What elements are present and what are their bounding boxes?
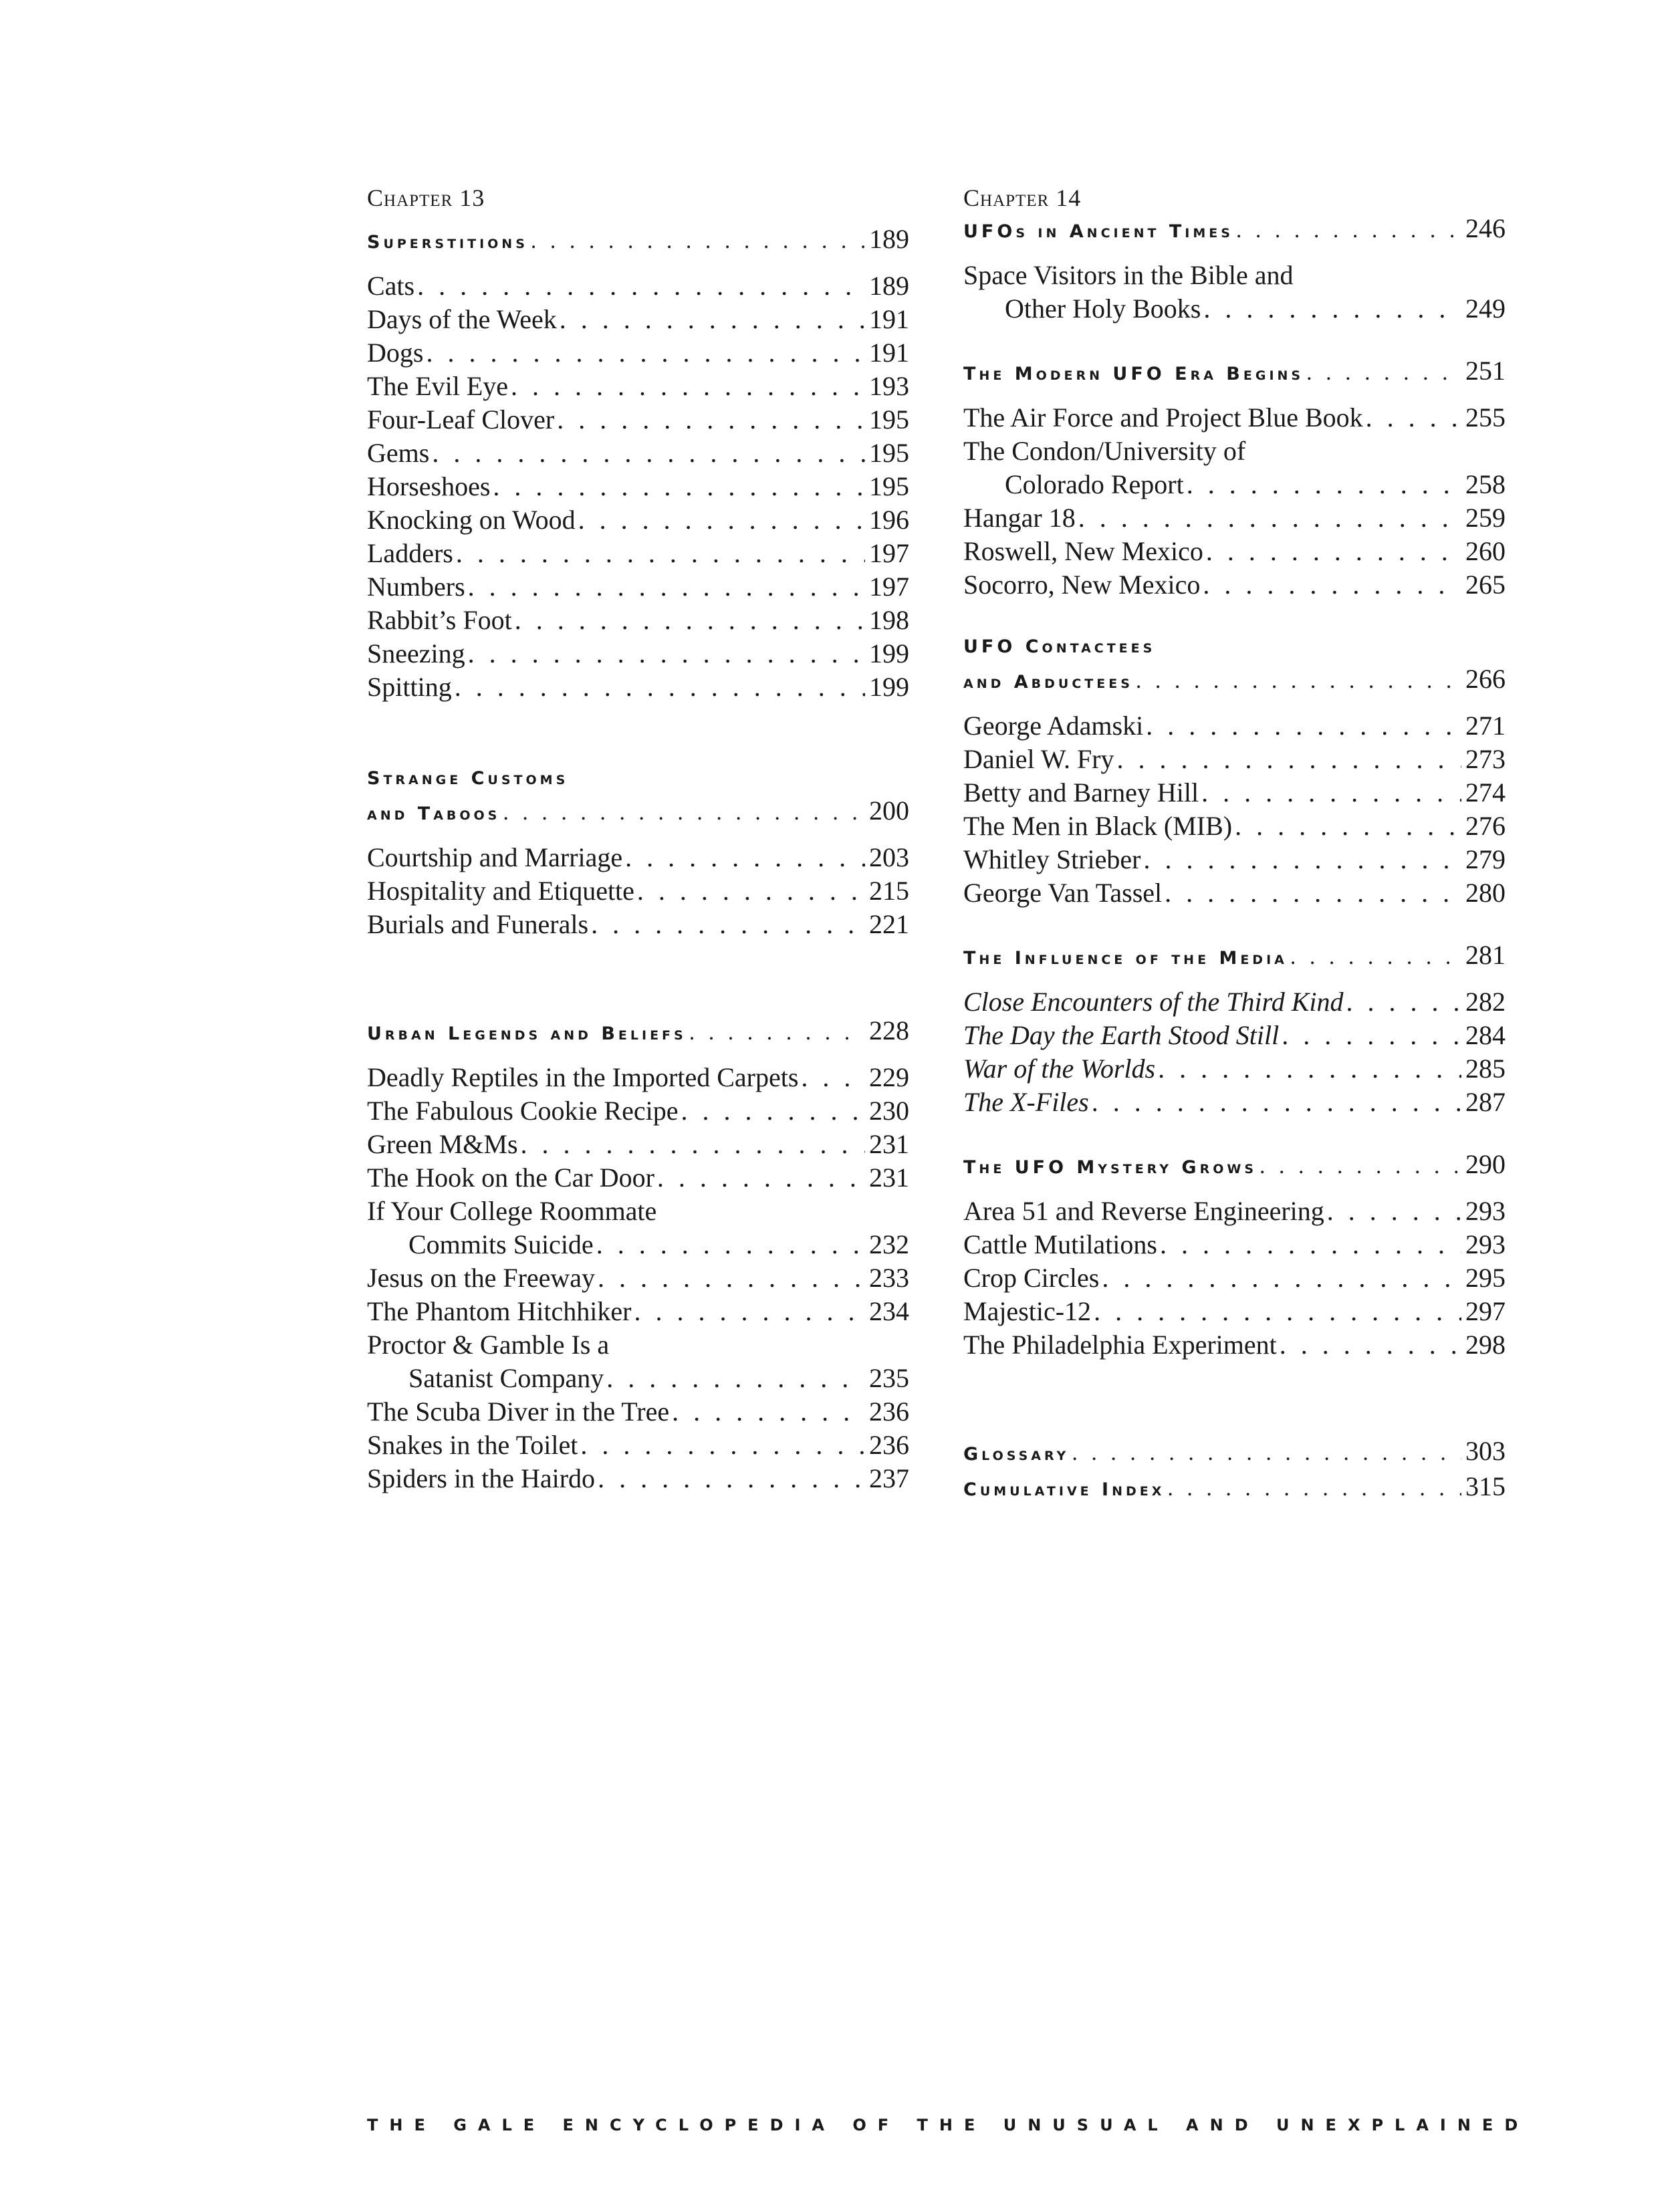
entry-title: Deadly Reptiles in the Imported Carpets bbox=[367, 1062, 799, 1092]
dot-leader bbox=[1102, 1261, 1461, 1295]
page-number: 284 bbox=[1465, 1020, 1506, 1050]
dot-leader bbox=[672, 1395, 865, 1429]
entry-title: Snakes in the Toilet bbox=[367, 1430, 578, 1460]
entry-title: The Men in Black (MIB) bbox=[963, 811, 1233, 841]
entry-title: Socorro, New Mexico bbox=[963, 570, 1201, 600]
toc-entry[interactable] bbox=[963, 1086, 1506, 1119]
entry-title: The X-Files bbox=[963, 1087, 1089, 1117]
dot-leader bbox=[468, 570, 865, 604]
page-number: 195 bbox=[869, 404, 909, 435]
entry-title: Colorado Report bbox=[1005, 469, 1184, 499]
dot-leader bbox=[1117, 743, 1461, 776]
dot-leader bbox=[1143, 843, 1461, 876]
page-number: 236 bbox=[869, 1430, 909, 1460]
entry-title: Roswell, New Mexico bbox=[963, 536, 1203, 566]
section-urban-legends[interactable] bbox=[367, 1015, 909, 1050]
toc-entry[interactable] bbox=[963, 985, 1506, 1019]
page-number: 231 bbox=[869, 1129, 909, 1159]
page-number: 198 bbox=[869, 605, 909, 635]
toc-entry[interactable] bbox=[963, 1228, 1506, 1261]
toc-entry[interactable] bbox=[963, 401, 1506, 435]
entry-title: Sneezing bbox=[367, 638, 465, 668]
toc-entry[interactable] bbox=[367, 1462, 909, 1495]
entry-title: Crop Circles bbox=[963, 1263, 1100, 1293]
dot-leader bbox=[1306, 357, 1461, 389]
dot-leader bbox=[560, 303, 865, 336]
page-number: 233 bbox=[869, 1263, 909, 1293]
toc-column-right bbox=[963, 179, 1506, 1506]
page-number: 274 bbox=[1465, 777, 1506, 808]
entry-title: The UFO Mystery Grows bbox=[963, 1157, 1257, 1178]
page-number: 287 bbox=[1465, 1087, 1506, 1117]
entry-title: Betty and Barney Hill bbox=[963, 777, 1199, 808]
entry-title: Spitting bbox=[367, 672, 452, 702]
entry-title: Daniel W. Fry bbox=[963, 744, 1114, 774]
entry-title: Courtship and Marriage bbox=[367, 842, 623, 872]
entry-title: Glossary bbox=[963, 1444, 1070, 1465]
dot-leader bbox=[531, 225, 865, 257]
dot-leader bbox=[1203, 568, 1461, 602]
dot-leader bbox=[1136, 665, 1461, 697]
page-number: 228 bbox=[869, 1015, 909, 1046]
entry-title: and Abductees bbox=[963, 672, 1133, 693]
toc-entry[interactable] bbox=[367, 570, 909, 604]
toc-entry[interactable] bbox=[367, 1128, 909, 1161]
chapter-13-label: Chapter 13 bbox=[367, 185, 485, 211]
entry-title: Whitley Strieber bbox=[963, 844, 1141, 874]
page-number: 298 bbox=[1465, 1330, 1506, 1360]
entry-title: Majestic-12 bbox=[963, 1296, 1092, 1326]
section-superstitions[interactable] bbox=[367, 223, 909, 259]
entry-title: The Day the Earth Stood Still bbox=[963, 1020, 1280, 1050]
dot-leader bbox=[591, 908, 865, 941]
dot-leader bbox=[521, 1128, 865, 1161]
entry-title: Close Encounters of the Third Kind bbox=[963, 987, 1344, 1017]
page-number: 234 bbox=[869, 1296, 909, 1326]
toc-entry[interactable] bbox=[367, 437, 909, 470]
page-number: 232 bbox=[869, 1229, 909, 1259]
page-number: 221 bbox=[869, 909, 909, 939]
page-number: 255 bbox=[1465, 402, 1506, 433]
entry-title: The Philadelphia Experiment bbox=[963, 1330, 1277, 1360]
toc-entry[interactable] bbox=[367, 303, 909, 336]
dot-leader bbox=[456, 537, 865, 570]
page-number: 203 bbox=[869, 842, 909, 872]
dot-leader bbox=[1327, 1195, 1461, 1228]
toc-entry[interactable] bbox=[963, 1295, 1506, 1328]
toc-entry[interactable] bbox=[367, 537, 909, 570]
page-number: 197 bbox=[869, 572, 909, 602]
page-number: 293 bbox=[1465, 1196, 1506, 1226]
page-number: 297 bbox=[1465, 1296, 1506, 1326]
entry-title: Gems bbox=[367, 438, 430, 468]
dot-leader bbox=[1158, 1052, 1461, 1086]
page-number: 215 bbox=[869, 876, 909, 906]
dot-leader bbox=[1366, 401, 1461, 435]
toc-entry[interactable] bbox=[963, 1052, 1506, 1086]
dot-leader bbox=[657, 1161, 865, 1195]
dot-leader bbox=[1146, 709, 1461, 743]
dot-leader bbox=[1236, 215, 1461, 247]
entry-title: Knocking on Wood bbox=[367, 505, 576, 535]
toc-entry[interactable] bbox=[963, 843, 1506, 876]
toc-entry-line1: Space Visitors in the Bible and bbox=[963, 260, 1294, 290]
page-number: 249 bbox=[1465, 293, 1506, 324]
page-number: 235 bbox=[869, 1363, 909, 1393]
entry-title: Area 51 and Reverse Engineering bbox=[963, 1196, 1324, 1226]
dot-leader bbox=[455, 670, 865, 704]
entry-title: and Taboos bbox=[367, 804, 501, 824]
page-number: 303 bbox=[1465, 1436, 1506, 1466]
toc-entry[interactable] bbox=[367, 1261, 909, 1295]
toc-entry[interactable] bbox=[367, 670, 909, 704]
page-number: 266 bbox=[1465, 664, 1506, 694]
dot-leader bbox=[1235, 810, 1461, 843]
page-number: 237 bbox=[869, 1463, 909, 1493]
entry-title: The Air Force and Project Blue Book bbox=[963, 402, 1363, 433]
section-influence-media[interactable] bbox=[963, 939, 1506, 975]
page-number: 191 bbox=[869, 338, 909, 368]
entry-title: Burials and Funerals bbox=[367, 909, 589, 939]
dot-leader bbox=[417, 269, 865, 303]
dot-leader bbox=[1290, 941, 1461, 973]
toc-entry[interactable] bbox=[367, 841, 909, 874]
section-contactees[interactable] bbox=[963, 663, 1506, 699]
dot-leader bbox=[426, 336, 865, 370]
toc-entry[interactable] bbox=[367, 269, 909, 303]
dot-leader bbox=[1165, 876, 1461, 910]
dot-leader bbox=[515, 604, 865, 637]
entry-title: The Influence of the Media bbox=[963, 948, 1288, 969]
entry-title: Jesus on the Freeway bbox=[367, 1263, 596, 1293]
page-number: 191 bbox=[869, 304, 909, 334]
dot-leader bbox=[1160, 1228, 1461, 1261]
dot-leader bbox=[493, 470, 865, 503]
entry-title: Numbers bbox=[367, 572, 465, 602]
entry-title: Green M&Ms bbox=[367, 1129, 518, 1159]
page-number: 189 bbox=[869, 271, 909, 301]
entry-title: Rabbit’s Foot bbox=[367, 605, 512, 635]
dot-leader bbox=[1187, 468, 1461, 501]
toc-entry[interactable] bbox=[963, 876, 1506, 910]
toc-entry[interactable] bbox=[963, 1019, 1506, 1052]
dot-leader bbox=[1280, 1328, 1461, 1362]
toc-entry[interactable] bbox=[367, 503, 909, 537]
section-modern-ufo-era[interactable] bbox=[963, 355, 1506, 390]
entry-title: The Fabulous Cookie Recipe bbox=[367, 1096, 679, 1126]
entry-title: UFOs in Ancient Times bbox=[963, 221, 1233, 242]
page-number: 315 bbox=[1465, 1471, 1506, 1501]
dot-leader bbox=[468, 637, 865, 670]
toc-entry[interactable] bbox=[963, 501, 1506, 535]
page-number: 285 bbox=[1465, 1054, 1506, 1084]
dot-leader bbox=[511, 370, 865, 403]
toc-entry[interactable] bbox=[367, 470, 909, 503]
page-number: 229 bbox=[869, 1062, 909, 1092]
dot-leader bbox=[1203, 292, 1461, 326]
dot-leader bbox=[681, 1094, 865, 1128]
toc-entry[interactable] bbox=[367, 1362, 909, 1395]
page-number: 193 bbox=[869, 371, 909, 401]
dot-leader bbox=[1094, 1295, 1461, 1328]
toc-entry[interactable] bbox=[963, 1328, 1506, 1362]
toc-entry-line1: Proctor & Gamble Is a bbox=[367, 1330, 610, 1360]
entry-title: Horseshoes bbox=[367, 471, 491, 501]
entry-title: The Evil Eye bbox=[367, 371, 509, 401]
toc-entry[interactable] bbox=[963, 568, 1506, 602]
dot-leader bbox=[606, 1362, 865, 1395]
toc-entry[interactable] bbox=[367, 874, 909, 908]
page-number: 236 bbox=[869, 1396, 909, 1427]
toc-entry[interactable] bbox=[367, 908, 909, 941]
entry-title: The Modern UFO Era Begins bbox=[963, 364, 1304, 384]
dot-leader bbox=[625, 841, 865, 874]
section-customs[interactable] bbox=[367, 795, 909, 830]
entry-title: Superstitions bbox=[367, 232, 528, 253]
toc-entry-line1: If Your College Roommate bbox=[367, 1196, 657, 1226]
page-number: 282 bbox=[1465, 987, 1506, 1017]
entry-title: Dogs bbox=[367, 338, 424, 368]
page-number: 230 bbox=[869, 1096, 909, 1126]
dot-leader bbox=[1072, 1437, 1461, 1469]
page-number: 281 bbox=[1465, 940, 1506, 970]
dot-leader bbox=[634, 1295, 865, 1328]
page-number: 189 bbox=[869, 224, 909, 254]
dot-leader bbox=[598, 1462, 865, 1495]
toc-entry[interactable] bbox=[367, 370, 909, 403]
page-number: 271 bbox=[1465, 711, 1506, 741]
toc-entry[interactable] bbox=[963, 535, 1506, 568]
section-ufos-ancient-times[interactable] bbox=[963, 213, 1506, 248]
section-ufo-mystery-grows[interactable] bbox=[963, 1148, 1506, 1184]
entry-title: Urban Legends and Beliefs bbox=[367, 1023, 687, 1044]
toc-entry[interactable] bbox=[367, 1429, 909, 1462]
dot-leader bbox=[503, 797, 865, 829]
toc-entry[interactable] bbox=[367, 637, 909, 670]
toc-entry[interactable] bbox=[367, 1061, 909, 1094]
entry-title: Hangar 18 bbox=[963, 503, 1076, 533]
entry-title: The Hook on the Car Door bbox=[367, 1162, 654, 1193]
entry-title: Hospitality and Etiquette bbox=[367, 876, 634, 906]
dot-leader bbox=[1259, 1150, 1461, 1183]
toc-entry[interactable] bbox=[367, 1161, 909, 1195]
dot-leader bbox=[432, 437, 865, 470]
toc-entry[interactable] bbox=[367, 336, 909, 370]
entry-title: Days of the Week bbox=[367, 304, 557, 334]
toc-entry[interactable] bbox=[367, 1295, 909, 1328]
dot-leader bbox=[689, 1017, 865, 1049]
toc-entry[interactable] bbox=[367, 604, 909, 637]
dot-leader bbox=[557, 403, 865, 437]
section-customs-title: Strange Customs bbox=[367, 768, 569, 789]
chapter-14-label: Chapter 14 bbox=[963, 185, 1082, 211]
page-number: 279 bbox=[1465, 844, 1506, 874]
page-number: 276 bbox=[1465, 811, 1506, 841]
entry-title: Commits Suicide bbox=[408, 1229, 594, 1259]
page-number: 199 bbox=[869, 638, 909, 668]
entry-title: War of the Worlds bbox=[963, 1054, 1156, 1084]
toc-entry[interactable] bbox=[367, 1228, 909, 1261]
dot-leader bbox=[1206, 535, 1461, 568]
page-number: 195 bbox=[869, 438, 909, 468]
page-number: 265 bbox=[1465, 570, 1506, 600]
dot-leader bbox=[598, 1261, 865, 1295]
toc-entry[interactable] bbox=[963, 292, 1506, 326]
entry-title: Cattle Mutilations bbox=[963, 1229, 1157, 1259]
page-number: 197 bbox=[869, 538, 909, 568]
section-contactees-title: UFO Contactees bbox=[963, 636, 1156, 657]
dot-leader bbox=[1167, 1473, 1461, 1505]
page-number: 290 bbox=[1465, 1149, 1506, 1179]
entry-title: Four-Leaf Clover bbox=[367, 404, 555, 435]
dot-leader bbox=[596, 1228, 865, 1261]
section-cumulative-index[interactable] bbox=[963, 1471, 1506, 1506]
toc-entry[interactable] bbox=[367, 1395, 909, 1429]
dot-leader bbox=[580, 1429, 865, 1462]
toc-entry[interactable] bbox=[367, 1094, 909, 1128]
page-number: 199 bbox=[869, 672, 909, 702]
entry-title: Ladders bbox=[367, 538, 453, 568]
page-number: 200 bbox=[869, 795, 909, 826]
dot-leader bbox=[1092, 1086, 1461, 1119]
toc-column-left bbox=[367, 179, 909, 1495]
toc-entry-line1: The Condon/University of bbox=[963, 436, 1246, 466]
entry-title: George Adamski bbox=[963, 711, 1144, 741]
toc-entry[interactable] bbox=[963, 776, 1506, 810]
entry-title: Other Holy Books bbox=[1005, 293, 1201, 324]
page-number: 280 bbox=[1465, 878, 1506, 908]
entry-title: The Scuba Diver in the Tree bbox=[367, 1396, 670, 1427]
entry-title: Spiders in the Hairdo bbox=[367, 1463, 596, 1493]
running-footer: THE GALE ENCYCLOPEDIA OF THE UNUSUAL AND UNEXPLAINED bbox=[367, 2116, 1530, 2134]
entry-title: The Phantom Hitchhiker bbox=[367, 1296, 632, 1326]
toc-entry[interactable] bbox=[963, 743, 1506, 776]
page-number: 246 bbox=[1465, 213, 1506, 243]
page-number: 258 bbox=[1465, 469, 1506, 499]
dot-leader bbox=[801, 1061, 865, 1094]
page-number: 293 bbox=[1465, 1229, 1506, 1259]
entry-title: Cats bbox=[367, 271, 415, 301]
dot-leader bbox=[637, 874, 865, 908]
page-number: 260 bbox=[1465, 536, 1506, 566]
dot-leader bbox=[1346, 985, 1461, 1019]
entry-title: George Van Tassel bbox=[963, 878, 1163, 908]
dot-leader bbox=[578, 503, 865, 537]
dot-leader bbox=[1078, 501, 1461, 535]
toc-entry[interactable] bbox=[963, 810, 1506, 843]
entry-title: Satanist Company bbox=[408, 1363, 604, 1393]
page-number: 231 bbox=[869, 1162, 909, 1193]
toc-entry[interactable] bbox=[963, 1195, 1506, 1228]
section-glossary[interactable] bbox=[963, 1435, 1506, 1471]
toc-entry[interactable] bbox=[963, 709, 1506, 743]
page-number: 295 bbox=[1465, 1263, 1506, 1293]
entry-title: Cumulative Index bbox=[963, 1479, 1165, 1500]
dot-leader bbox=[1282, 1019, 1461, 1052]
page-number: 196 bbox=[869, 505, 909, 535]
page-number: 259 bbox=[1465, 503, 1506, 533]
page-number: 195 bbox=[869, 471, 909, 501]
toc-entry[interactable] bbox=[963, 468, 1506, 501]
page-number: 251 bbox=[1465, 356, 1506, 386]
dot-leader bbox=[1201, 776, 1461, 810]
page-number: 273 bbox=[1465, 744, 1506, 774]
toc-entry[interactable] bbox=[367, 403, 909, 437]
toc-entry[interactable] bbox=[963, 1261, 1506, 1295]
